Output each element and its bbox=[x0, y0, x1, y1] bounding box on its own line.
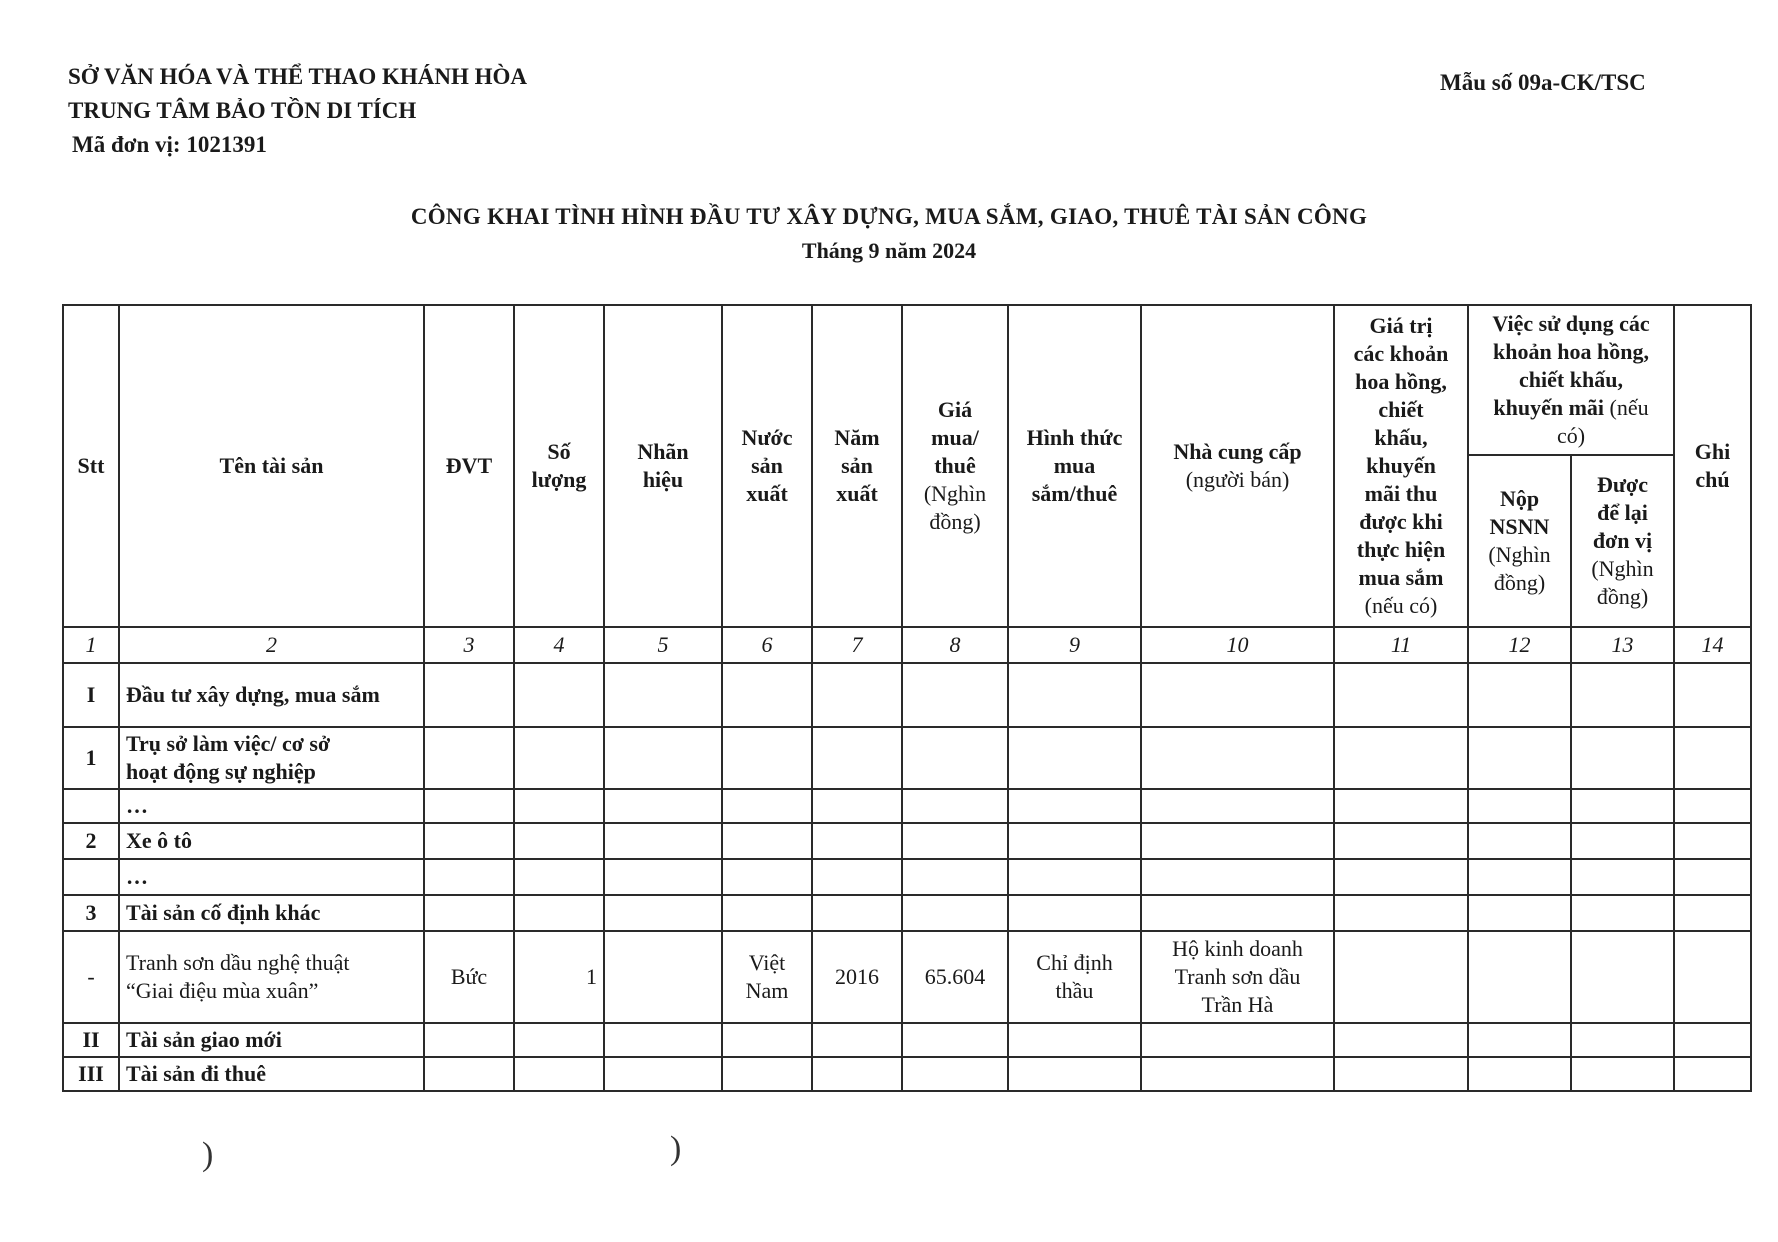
col-stt: Stt bbox=[63, 305, 119, 627]
col-note: Ghi chú bbox=[1674, 305, 1751, 627]
punch-hole-mark: ) bbox=[670, 1130, 682, 1167]
col-year: Năm sản xuất bbox=[812, 305, 902, 627]
table-row: 1 Trụ sở làm việc/ cơ sở hoạt động sự nghiệp bbox=[63, 727, 1751, 789]
document-title: CÔNG KHAI TÌNH HÌNH ĐẦU TƯ XÂY DỰNG, MUA SẮM, GIAO, THUÊ TÀI SẢN CÔNG bbox=[410, 204, 1368, 229]
org-line1: SỞ VĂN HÓA VÀ THỂ THAO KHÁNH HÒA bbox=[68, 64, 528, 89]
org-header bbox=[68, 60, 527, 162]
table-row: 3 Tài sản cố định khác bbox=[63, 895, 1751, 931]
table-row: III Tài sản đi thuê bbox=[63, 1057, 1751, 1091]
form-number: Mẫu số 09a-CK/TSC bbox=[1440, 70, 1646, 95]
col-state-budget: Nộp NSNN (Nghìn đồng) bbox=[1468, 455, 1571, 627]
table-row: … bbox=[63, 789, 1751, 823]
table-row: - Tranh sơn dầu nghệ thuật “Giai điệu mùa xuân” Bức 1 Việt Nam 2016 65.604 Chỉ định thầu Hộ kinh doanh Tranh sơn dầu Trần Hà bbox=[63, 931, 1751, 1023]
col-qty: Số lượng bbox=[514, 305, 604, 627]
col-unit: ĐVT bbox=[424, 305, 514, 627]
asset-table bbox=[62, 304, 1752, 1092]
column-index-row: 1 2 3 4 5 6 7 8 9 10 11 12 13 14 bbox=[63, 627, 1751, 663]
col-usage: Việc sử dụng các khoản hoa hồng, chiết khấu, khuyến mãi (nếu có) bbox=[1468, 305, 1674, 455]
col-supplier: Nhà cung cấp (người bán) bbox=[1141, 305, 1334, 627]
punch-hole-mark: ) bbox=[202, 1136, 214, 1173]
col-form: Hình thức mua sắm/thuê bbox=[1008, 305, 1141, 627]
col-brand: Nhãn hiệu bbox=[604, 305, 722, 627]
table-row: 2 Xe ô tô bbox=[63, 823, 1751, 859]
document-period: Tháng 9 năm 2024 bbox=[801, 238, 977, 263]
col-name: Tên tài sản bbox=[119, 305, 424, 627]
col-commission: Giá trị các khoản hoa hồng, chiết khấu, khuyến mãi thu được khi thực hiện mua sắm (nếu có) bbox=[1334, 305, 1468, 627]
table-row: I Đầu tư xây dựng, mua sắm bbox=[63, 663, 1751, 727]
unit-code: Mã đơn vị: 1021391 bbox=[72, 132, 267, 157]
table-row: II Tài sản giao mới bbox=[63, 1023, 1751, 1057]
col-country: Nước sản xuất bbox=[722, 305, 812, 627]
header-row-1 bbox=[63, 305, 1751, 455]
col-kept-by-unit: Được để lại đơn vị (Nghìn đồng) bbox=[1571, 455, 1674, 627]
table-row: … bbox=[63, 859, 1751, 895]
org-line2: TRUNG TÂM BẢO TỒN DI TÍCH bbox=[68, 98, 417, 123]
col-price: Giá mua/ thuê (Nghìn đồng) bbox=[902, 305, 1008, 627]
